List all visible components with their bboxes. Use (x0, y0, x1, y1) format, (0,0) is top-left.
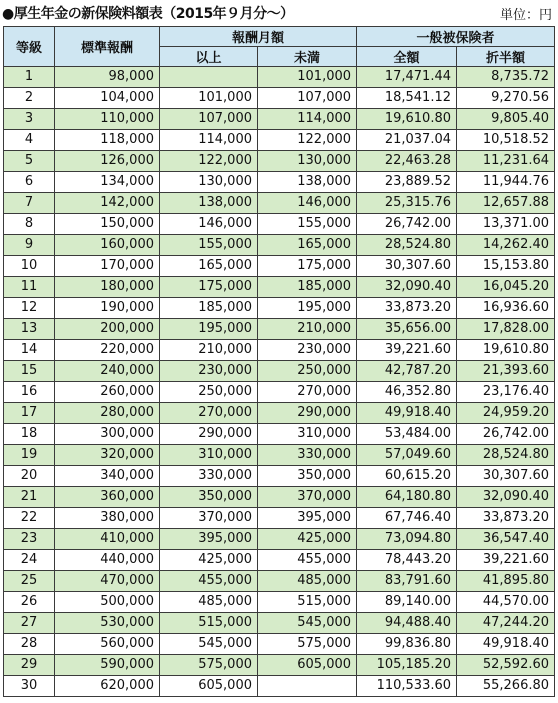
full-cell: 49,918.40 (357, 403, 457, 424)
to-cell: 395,000 (258, 508, 357, 529)
to-cell: 270,000 (258, 382, 357, 403)
grade-cell: 10 (4, 256, 55, 277)
full-cell: 18,541.12 (357, 88, 457, 109)
standard-cell: 440,000 (55, 550, 160, 571)
from-cell: 270,000 (160, 403, 258, 424)
half-cell: 44,570.00 (457, 592, 555, 613)
to-cell: 195,000 (258, 298, 357, 319)
to-cell: 370,000 (258, 487, 357, 508)
grade-cell: 25 (4, 571, 55, 592)
standard-cell: 142,000 (55, 193, 160, 214)
standard-cell: 98,000 (55, 67, 160, 88)
standard-cell: 560,000 (55, 634, 160, 655)
full-cell: 83,791.60 (357, 571, 457, 592)
from-cell: 175,000 (160, 277, 258, 298)
unit-label: 単位：円 (499, 8, 552, 23)
half-cell: 39,221.60 (457, 550, 555, 571)
to-cell: 250,000 (258, 361, 357, 382)
full-cell: 53,484.00 (357, 424, 457, 445)
standard-cell: 590,000 (55, 655, 160, 676)
full-cell: 78,443.20 (357, 550, 457, 571)
to-cell: 290,000 (258, 403, 357, 424)
to-cell: 455,000 (258, 550, 357, 571)
standard-cell: 200,000 (55, 319, 160, 340)
header-to: 未満 (258, 47, 357, 67)
full-cell: 32,090.40 (357, 277, 457, 298)
to-cell: 310,000 (258, 424, 357, 445)
full-cell: 17,471.44 (357, 67, 457, 88)
from-cell: 455,000 (160, 571, 258, 592)
table-row (4, 613, 555, 634)
to-cell: 515,000 (258, 592, 357, 613)
to-cell: 107,000 (258, 88, 357, 109)
from-cell: 114,000 (160, 130, 258, 151)
full-cell: 30,307.60 (357, 256, 457, 277)
grade-cell: 11 (4, 277, 55, 298)
from-cell: 107,000 (160, 109, 258, 130)
grade-cell: 3 (4, 109, 55, 130)
full-cell: 26,742.00 (357, 214, 457, 235)
half-cell: 49,918.40 (457, 634, 555, 655)
to-cell (258, 676, 357, 697)
full-cell: 28,524.80 (357, 235, 457, 256)
full-cell: 67,746.40 (357, 508, 457, 529)
grade-cell: 12 (4, 298, 55, 319)
page-title: ●厚生年金の新保険料額表（2015年９月分〜） (2, 6, 294, 22)
table-row (4, 424, 555, 445)
to-cell: 605,000 (258, 655, 357, 676)
to-cell: 185,000 (258, 277, 357, 298)
standard-cell: 118,000 (55, 130, 160, 151)
grade-cell: 2 (4, 88, 55, 109)
to-cell: 138,000 (258, 172, 357, 193)
standard-cell: 500,000 (55, 592, 160, 613)
half-cell: 30,307.60 (457, 466, 555, 487)
half-cell: 55,266.80 (457, 676, 555, 697)
standard-cell: 360,000 (55, 487, 160, 508)
grade-cell: 5 (4, 151, 55, 172)
table-row (4, 319, 555, 340)
to-cell: 175,000 (258, 256, 357, 277)
grade-cell: 19 (4, 445, 55, 466)
grade-cell: 21 (4, 487, 55, 508)
table-row (4, 550, 555, 571)
half-cell: 9,270.56 (457, 88, 555, 109)
grade-cell: 28 (4, 634, 55, 655)
table-row (4, 466, 555, 487)
grade-cell: 7 (4, 193, 55, 214)
header-standard: 標準報酬 (55, 27, 160, 67)
standard-cell: 160,000 (55, 235, 160, 256)
grade-cell: 9 (4, 235, 55, 256)
grade-cell: 20 (4, 466, 55, 487)
table-row (4, 445, 555, 466)
grade-cell: 4 (4, 130, 55, 151)
from-cell: 350,000 (160, 487, 258, 508)
full-cell: 57,049.60 (357, 445, 457, 466)
to-cell: 485,000 (258, 571, 357, 592)
half-cell: 15,153.80 (457, 256, 555, 277)
half-cell: 32,090.40 (457, 487, 555, 508)
grade-cell: 26 (4, 592, 55, 613)
standard-cell: 170,000 (55, 256, 160, 277)
half-cell: 36,547.40 (457, 529, 555, 550)
table-row (4, 256, 555, 277)
half-cell: 9,805.40 (457, 109, 555, 130)
from-cell: 310,000 (160, 445, 258, 466)
full-cell: 99,836.80 (357, 634, 457, 655)
from-cell: 290,000 (160, 424, 258, 445)
table-row (4, 340, 555, 361)
half-cell: 13,371.00 (457, 214, 555, 235)
table-row (4, 277, 555, 298)
half-cell: 33,873.20 (457, 508, 555, 529)
from-cell (160, 67, 258, 88)
full-cell: 105,185.20 (357, 655, 457, 676)
standard-cell: 340,000 (55, 466, 160, 487)
half-cell: 23,176.40 (457, 382, 555, 403)
from-cell: 101,000 (160, 88, 258, 109)
grade-cell: 15 (4, 361, 55, 382)
premium-table (3, 26, 555, 697)
full-cell: 19,610.80 (357, 109, 457, 130)
standard-cell: 104,000 (55, 88, 160, 109)
table-row (4, 676, 555, 697)
table-row (4, 109, 555, 130)
grade-cell: 30 (4, 676, 55, 697)
to-cell: 130,000 (258, 151, 357, 172)
full-cell: 35,656.00 (357, 319, 457, 340)
to-cell: 101,000 (258, 67, 357, 88)
to-cell: 425,000 (258, 529, 357, 550)
from-cell: 138,000 (160, 193, 258, 214)
half-cell: 24,959.20 (457, 403, 555, 424)
full-cell: 25,315.76 (357, 193, 457, 214)
to-cell: 350,000 (258, 466, 357, 487)
from-cell: 210,000 (160, 340, 258, 361)
to-cell: 155,000 (258, 214, 357, 235)
to-cell: 146,000 (258, 193, 357, 214)
from-cell: 370,000 (160, 508, 258, 529)
from-cell: 545,000 (160, 634, 258, 655)
from-cell: 122,000 (160, 151, 258, 172)
full-cell: 73,094.80 (357, 529, 457, 550)
full-cell: 39,221.60 (357, 340, 457, 361)
table-row (4, 172, 555, 193)
from-cell: 230,000 (160, 361, 258, 382)
full-cell: 21,037.04 (357, 130, 457, 151)
standard-cell: 220,000 (55, 340, 160, 361)
to-cell: 210,000 (258, 319, 357, 340)
table-row (4, 529, 555, 550)
table-row (4, 298, 555, 319)
half-cell: 47,244.20 (457, 613, 555, 634)
from-cell: 165,000 (160, 256, 258, 277)
grade-cell: 27 (4, 613, 55, 634)
from-cell: 185,000 (160, 298, 258, 319)
table-row (4, 634, 555, 655)
grade-cell: 16 (4, 382, 55, 403)
half-cell: 19,610.80 (457, 340, 555, 361)
table-row (4, 571, 555, 592)
to-cell: 230,000 (258, 340, 357, 361)
half-cell: 28,524.80 (457, 445, 555, 466)
table-row (4, 361, 555, 382)
header-grade: 等級 (4, 27, 55, 67)
standard-cell: 470,000 (55, 571, 160, 592)
table-row (4, 382, 555, 403)
standard-cell: 134,000 (55, 172, 160, 193)
full-cell: 33,873.20 (357, 298, 457, 319)
from-cell: 330,000 (160, 466, 258, 487)
half-cell: 16,045.20 (457, 277, 555, 298)
standard-cell: 180,000 (55, 277, 160, 298)
half-cell: 21,393.60 (457, 361, 555, 382)
header-half: 折半額 (457, 47, 555, 67)
table-row (4, 235, 555, 256)
grade-cell: 8 (4, 214, 55, 235)
grade-cell: 29 (4, 655, 55, 676)
full-cell: 42,787.20 (357, 361, 457, 382)
grade-cell: 14 (4, 340, 55, 361)
full-cell: 110,533.60 (357, 676, 457, 697)
to-cell: 122,000 (258, 130, 357, 151)
header-from: 以上 (160, 47, 258, 67)
header-full: 全額 (357, 47, 457, 67)
from-cell: 515,000 (160, 613, 258, 634)
table-row (4, 487, 555, 508)
table-row (4, 214, 555, 235)
standard-cell: 300,000 (55, 424, 160, 445)
to-cell: 545,000 (258, 613, 357, 634)
standard-cell: 260,000 (55, 382, 160, 403)
table-row (4, 67, 555, 88)
table-row (4, 193, 555, 214)
standard-cell: 280,000 (55, 403, 160, 424)
table-row (4, 655, 555, 676)
standard-cell: 110,000 (55, 109, 160, 130)
table-body (4, 67, 555, 697)
standard-cell: 530,000 (55, 613, 160, 634)
grade-cell: 18 (4, 424, 55, 445)
half-cell: 17,828.00 (457, 319, 555, 340)
half-cell: 11,231.64 (457, 151, 555, 172)
grade-cell: 1 (4, 67, 55, 88)
from-cell: 146,000 (160, 214, 258, 235)
grade-cell: 17 (4, 403, 55, 424)
half-cell: 14,262.40 (457, 235, 555, 256)
half-cell: 16,936.60 (457, 298, 555, 319)
header-insured: 一般被保険者 (357, 27, 555, 47)
half-cell: 11,944.76 (457, 172, 555, 193)
table-row (4, 130, 555, 151)
full-cell: 94,488.40 (357, 613, 457, 634)
full-cell: 60,615.20 (357, 466, 457, 487)
grade-cell: 13 (4, 319, 55, 340)
to-cell: 114,000 (258, 109, 357, 130)
header-monthly: 報酬月額 (160, 27, 357, 47)
half-cell: 52,592.60 (457, 655, 555, 676)
half-cell: 26,742.00 (457, 424, 555, 445)
full-cell: 22,463.28 (357, 151, 457, 172)
standard-cell: 620,000 (55, 676, 160, 697)
table-row (4, 508, 555, 529)
full-cell: 89,140.00 (357, 592, 457, 613)
half-cell: 41,895.80 (457, 571, 555, 592)
full-cell: 23,889.52 (357, 172, 457, 193)
half-cell: 10,518.52 (457, 130, 555, 151)
half-cell: 12,657.88 (457, 193, 555, 214)
grade-cell: 23 (4, 529, 55, 550)
to-cell: 165,000 (258, 235, 357, 256)
from-cell: 195,000 (160, 319, 258, 340)
standard-cell: 320,000 (55, 445, 160, 466)
half-cell: 8,735.72 (457, 67, 555, 88)
from-cell: 250,000 (160, 382, 258, 403)
table-row (4, 88, 555, 109)
from-cell: 130,000 (160, 172, 258, 193)
standard-cell: 410,000 (55, 529, 160, 550)
full-cell: 46,352.80 (357, 382, 457, 403)
from-cell: 575,000 (160, 655, 258, 676)
standard-cell: 240,000 (55, 361, 160, 382)
from-cell: 395,000 (160, 529, 258, 550)
to-cell: 330,000 (258, 445, 357, 466)
from-cell: 155,000 (160, 235, 258, 256)
grade-cell: 24 (4, 550, 55, 571)
full-cell: 64,180.80 (357, 487, 457, 508)
table-row (4, 403, 555, 424)
standard-cell: 150,000 (55, 214, 160, 235)
header-row-1 (4, 27, 555, 47)
standard-cell: 380,000 (55, 508, 160, 529)
table-row (4, 151, 555, 172)
grade-cell: 22 (4, 508, 55, 529)
standard-cell: 126,000 (55, 151, 160, 172)
standard-cell: 190,000 (55, 298, 160, 319)
table-row (4, 592, 555, 613)
from-cell: 425,000 (160, 550, 258, 571)
to-cell: 575,000 (258, 634, 357, 655)
grade-cell: 6 (4, 172, 55, 193)
title-bar (0, 0, 558, 26)
from-cell: 485,000 (160, 592, 258, 613)
from-cell: 605,000 (160, 676, 258, 697)
